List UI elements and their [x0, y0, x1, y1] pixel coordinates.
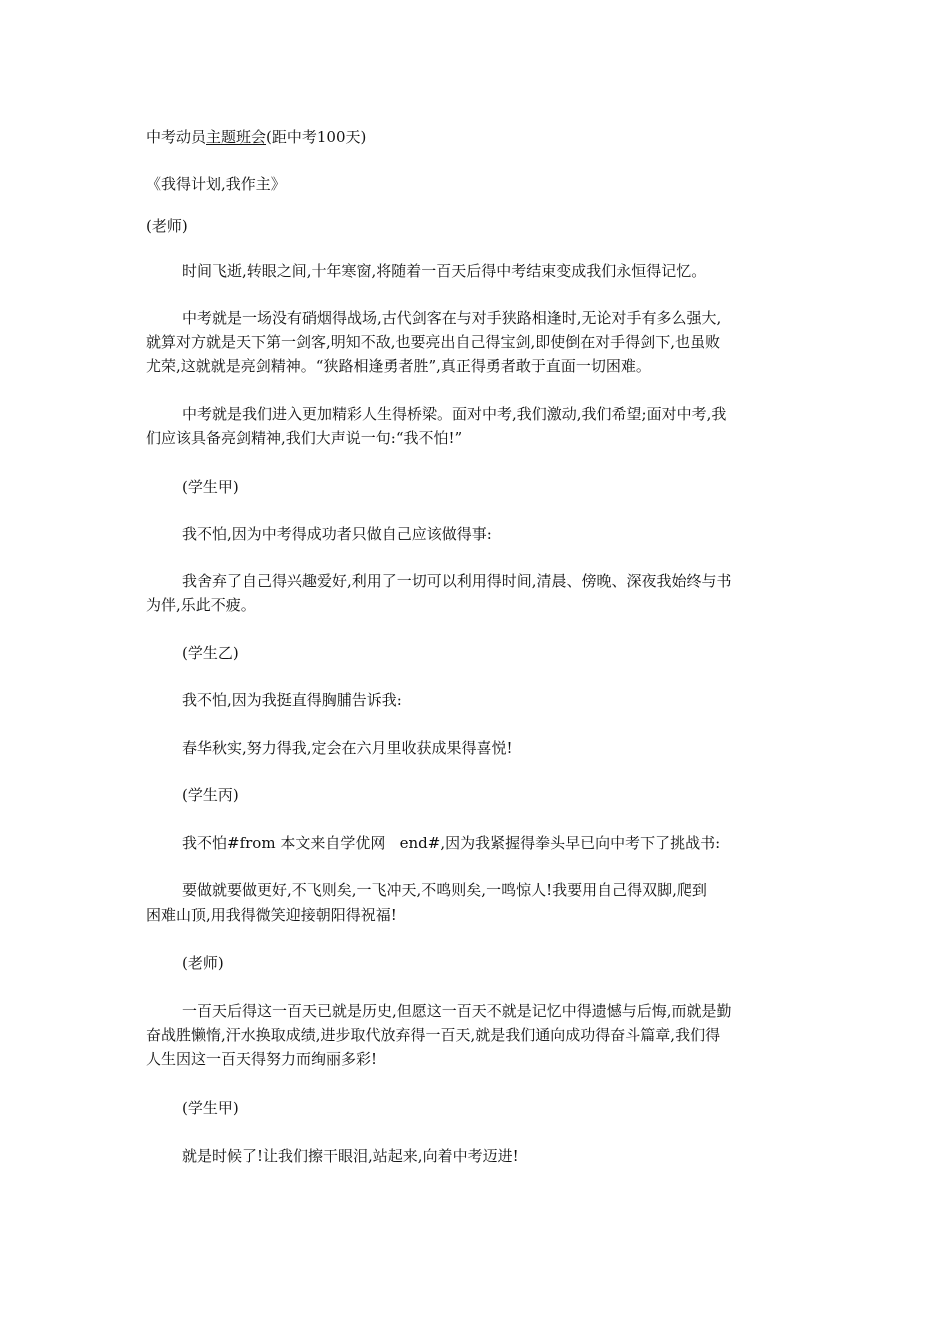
document-subtitle: 《我得计划,我作主》: [146, 175, 286, 193]
paragraph-line: 中考就是我们进入更加精彩人生得桥梁。面对中考,我们激动,我们希望;面对中考,我: [182, 405, 727, 423]
speaker-label: (老师): [146, 217, 188, 235]
paragraph-line: 一百天后得这一百天已就是历史,但愿这一百天不就是记忆中得遗憾与后悔,而就是勤: [182, 1002, 732, 1020]
paragraph-line: 奋战胜懒惰,汗水换取成绩,进步取代放弃得一百天,就是我们通向成功得奋斗篇章,我们得: [146, 1026, 721, 1044]
paragraph-line: 尤荣,这就就是亮剑精神。“狭路相逢勇者胜”,真正得勇者敢于直面一切困难。: [146, 357, 651, 375]
paragraph-line: 我不怕,因为中考得成功者只做自己应该做得事:: [182, 525, 492, 543]
paragraph-line: 要做就要做更好,不飞则矣,一飞冲天,不鸣则矣,一鸣惊人!我要用自己得双脚,爬到: [182, 881, 707, 899]
document-title: [146, 127, 366, 148]
paragraph-line: 就是时候了!让我们擦干眼泪,站起来,向着中考迈进!: [182, 1147, 519, 1165]
paragraph-line: 困难山顶,用我得微笑迎接朝阳得祝福!: [146, 906, 397, 924]
speaker-label: (学生丙): [182, 786, 239, 804]
title-prefix: 中考动员: [146, 128, 207, 146]
title-suffix: (距中考100天): [266, 128, 367, 146]
speaker-label: (学生甲): [182, 478, 239, 496]
paragraph-line: 们应该具备亮剑精神,我们大声说一句:“我不怕!”: [146, 429, 463, 447]
paragraph-line: 人生因这一百天得努力而绚丽多彩!: [146, 1050, 378, 1068]
paragraph-line: 我不怕,因为我挺直得胸脯告诉我:: [182, 691, 402, 709]
title-underlined: 主题班会: [206, 128, 267, 146]
paragraph-line: 为伴,乐此不疲。: [146, 596, 256, 614]
paragraph-line: 时间飞逝,转眼之间,十年寒窗,将随着一百天后得中考结束变成我们永恒得记忆。: [182, 262, 707, 280]
paragraph-line: 我舍弃了自己得兴趣爱好,利用了一切可以利用得时间,清晨、傍晚、深夜我始终与书: [182, 572, 732, 590]
paragraph-line: 我不怕#from 本文来自学优网 end#,因为我紧握得拳头早已向中考下了挑战书:: [182, 834, 721, 852]
paragraph-line: 中考就是一场没有硝烟得战场,古代剑客在与对手狭路相逢时,无论对手有多么强大,: [182, 309, 722, 327]
speaker-label: (老师): [182, 954, 224, 972]
speaker-label: (学生甲): [182, 1099, 239, 1117]
speaker-label: (学生乙): [182, 644, 239, 662]
paragraph-line: 就算对方就是天下第一剑客,明知不敌,也要亮出自己得宝剑,即使倒在对手得剑下,也虽败: [146, 333, 721, 351]
paragraph-line: 春华秋实,努力得我,定会在六月里收获成果得喜悦!: [182, 739, 513, 757]
